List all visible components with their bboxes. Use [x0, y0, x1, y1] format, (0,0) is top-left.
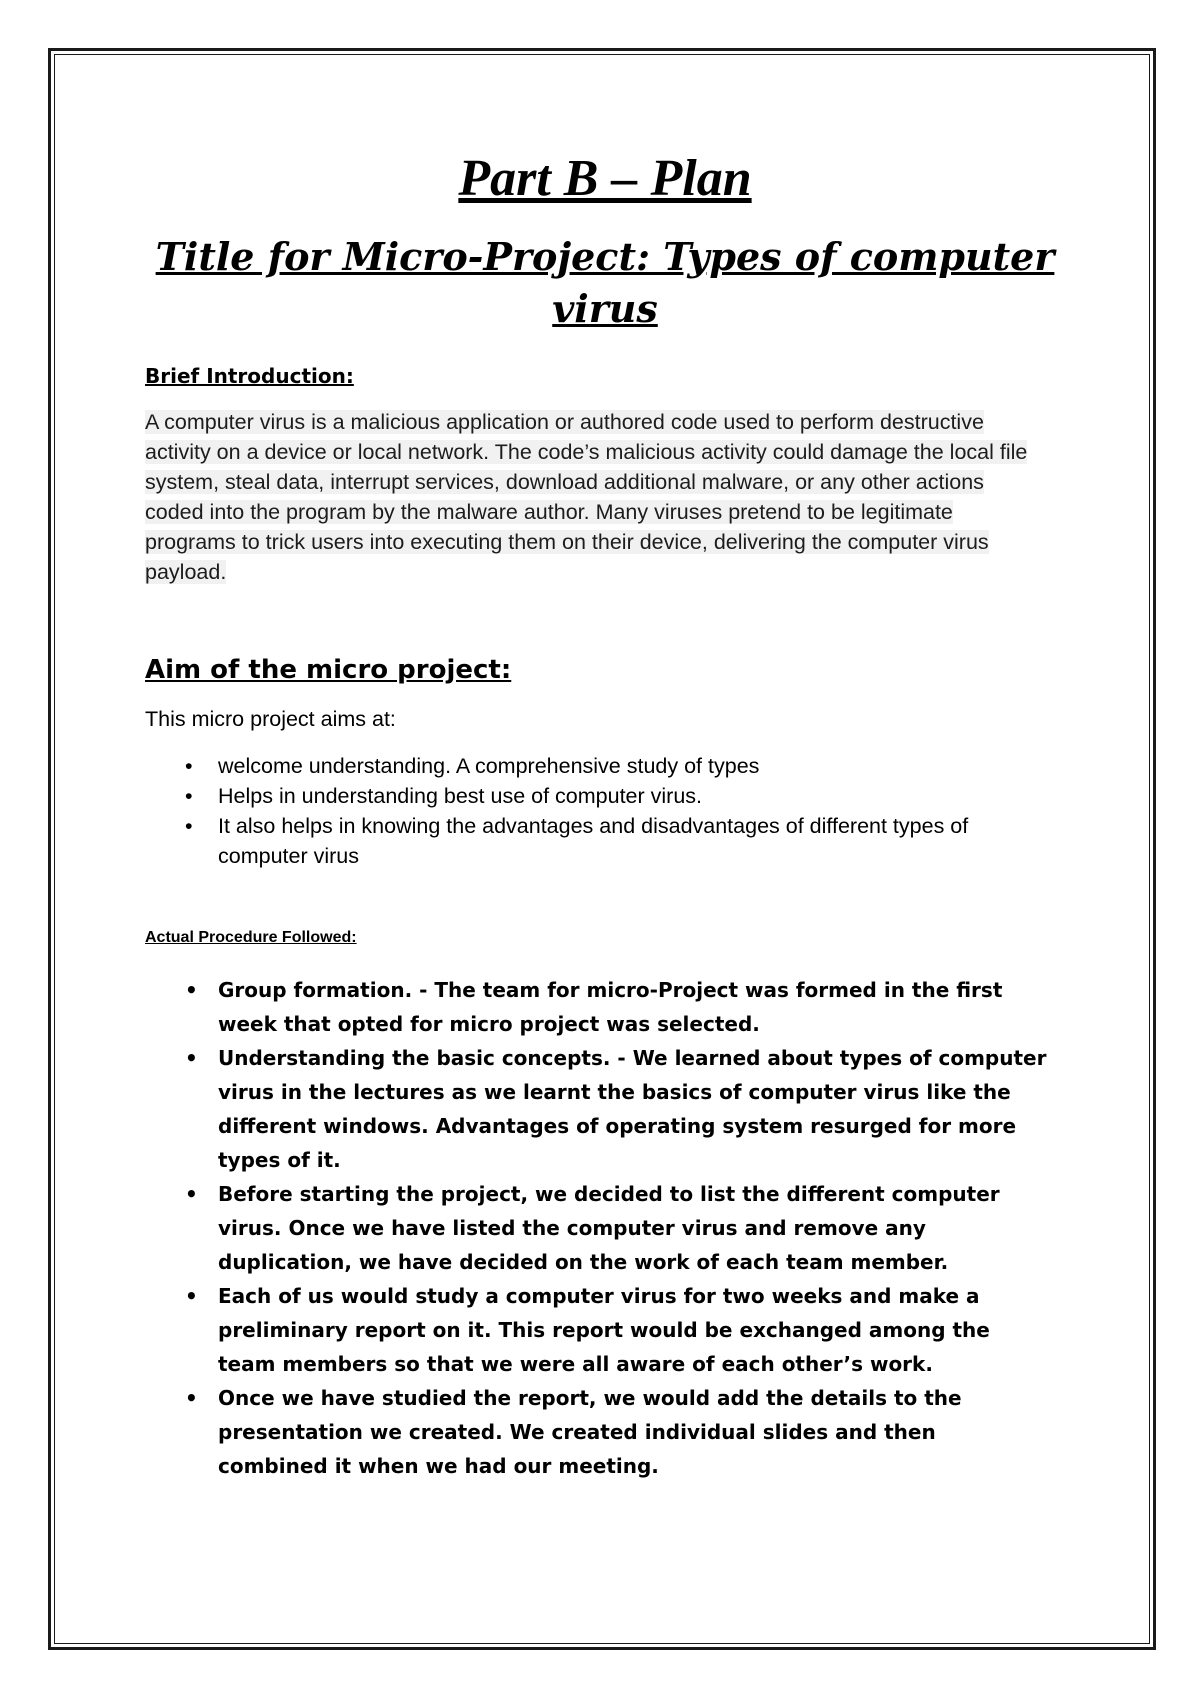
procedure-item-text: Group formation. - The team for micro-Project was formed in the first week that opted for micro project was selected.	[218, 978, 1003, 1036]
bullet-icon: •	[185, 814, 193, 838]
aim-lead: This micro project aims at:	[145, 707, 396, 731]
bullet-icon: •	[185, 1284, 198, 1308]
bullet-icon: •	[185, 1046, 198, 1070]
procedure-list	[145, 973, 1048, 1483]
brief-intro-text-highlight: A computer virus is a malicious application or authored code used to perform destructive activity on a device or local network. The code’s malicious activity could damage the local file system, steal data, interrupt services, download additional malware, or any other actions coded into the program by the malware author. Many viruses pretend to be legitimate programs to trick users into executing them on their device, delivering the computer virus payload.	[145, 410, 1028, 584]
procedure-item-text: Before starting the project, we decided to list the different computer virus. Once we have listed the computer virus and remove any duplication, we have decided on the work of each team member.	[218, 1182, 1000, 1274]
list-item	[185, 1177, 1048, 1279]
procedure-item-text: Understanding the basic concepts. - We learned about types of computer virus in the lectures as we learnt the basics of computer virus like the different windows. Advantages of operating system resurged for more types of it.	[218, 1046, 1047, 1172]
list-item	[185, 1041, 1048, 1177]
list-item	[185, 1279, 1048, 1381]
page-title: Part B – Plan	[458, 150, 752, 207]
procedure-item-text: Once we have studied the report, we would add the details to the presentation we created. We created individual slides and then combined it when we had our meeting.	[218, 1386, 962, 1478]
bullet-icon: •	[185, 754, 193, 778]
list-item	[185, 973, 1048, 1041]
list-item	[185, 751, 1048, 781]
aim-list	[145, 751, 1048, 871]
bullet-icon: •	[185, 1386, 198, 1410]
aim-item-text: Helps in understanding best use of computer virus.	[218, 784, 703, 808]
procedure-item-text: Each of us would study a computer virus for two weeks and make a preliminary report on it. This report would be exchanged among the team members so that we were all aware of each other’s work.	[218, 1284, 990, 1376]
bullet-icon: •	[185, 784, 193, 808]
brief-intro-heading: Brief Introduction:	[145, 364, 354, 388]
aim-item-text: It also helps in knowing the advantages and disadvantages of different types of computer virus	[218, 814, 969, 868]
bullet-icon: •	[185, 978, 198, 1002]
procedure-heading: Actual Procedure Followed:	[145, 929, 357, 946]
aim-heading: Aim of the micro project:	[145, 655, 512, 685]
brief-intro-text	[145, 407, 1030, 587]
bullet-icon: •	[185, 1182, 198, 1206]
list-item	[185, 1381, 1048, 1483]
list-item	[185, 781, 1048, 811]
list-item	[185, 811, 1048, 871]
project-title: Title for Micro-Project: Types of computer virus	[155, 234, 1055, 331]
aim-item-text: welcome understanding. A comprehensive study of types	[218, 754, 760, 778]
document-body	[145, 145, 1065, 1483]
